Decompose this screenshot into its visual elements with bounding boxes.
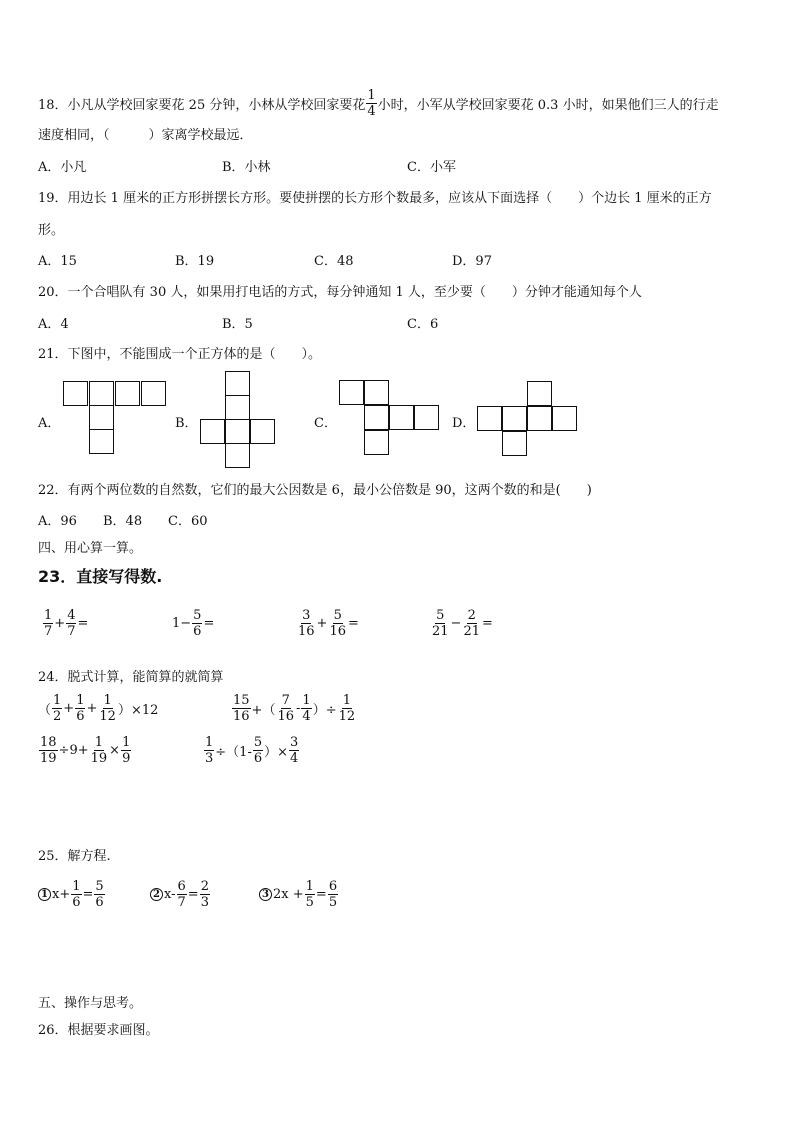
- q18-option-c[interactable]: C．小军: [407, 160, 456, 175]
- q18-option-a[interactable]: A．小凡: [38, 160, 87, 175]
- q20-option-c[interactable]: C．6: [407, 317, 439, 332]
- q18-text-part2: 小时，小军从学校回家要花 0.3 小时，如果他们三人的行走: [377, 98, 719, 113]
- q25-equation-1: 1 x+ $\frac{1}{6}$ = $\frac{5}{6}$: [38, 879, 106, 910]
- q18-number: 18．: [38, 98, 68, 113]
- q21-label-c[interactable]: C．: [314, 416, 337, 431]
- q22-line1: 22．有两个两位数的自然数，它们的最大公因数是 6，最小公倍数是 90，这两个数的和是( ): [38, 483, 592, 498]
- circled-number-3: 3: [259, 888, 272, 901]
- q19-option-d[interactable]: D．97: [452, 254, 492, 269]
- q19-line1: 19．用边长 1 厘米的正方形拼摆长方形。要使拼摆的长方形个数最多，应该从下面选择（ ）个边长 1 厘米的正方: [38, 191, 712, 206]
- q23-title: 23．直接写得数.: [38, 567, 163, 586]
- q20-option-b[interactable]: B．5: [222, 317, 253, 332]
- q26-line1: 26．根据要求画图。: [38, 1023, 159, 1038]
- q19-option-b[interactable]: B．19: [175, 254, 215, 269]
- q22-option-b[interactable]: B．48: [103, 514, 143, 529]
- q24-expr-3: $\frac{18}{19}$ ÷9+ $\frac{1}{19}$ × $\frac{1}{9}$: [40, 735, 131, 766]
- q25-title: 25．解方程.: [38, 849, 111, 864]
- circled-number-1: 1: [38, 888, 51, 901]
- q21-label-a[interactable]: A．: [38, 416, 61, 431]
- section-4-heading: 四、用心算一算。: [38, 541, 143, 556]
- q25-equation-2: 2 x- $\frac{6}{7}$ = $\frac{2}{3}$: [150, 879, 211, 910]
- q24-expr-1: （ $\frac{1}{2}$ + $\frac{1}{6}$ + $\frac{1}{12}$ ）×12: [38, 693, 159, 724]
- q24-expr-4: $\frac{1}{3}$ ÷（1- $\frac{5}{6}$ ）× $\frac{3}{4}$: [205, 735, 299, 766]
- circled-number-2: 2: [150, 888, 163, 901]
- q20-line1: 20．一个合唱队有 30 人，如果用打电话的方式，每分钟通知 1 人，至少要（ ）分钟才能通知每个人: [38, 285, 642, 300]
- q18-line1: [38, 88, 719, 119]
- q23-item-2: 1− $\frac{5}{6}$ =: [172, 608, 215, 639]
- q18-option-b[interactable]: B．小林: [222, 160, 271, 175]
- q22-option-c[interactable]: C．60: [168, 514, 208, 529]
- q19-option-a[interactable]: A．15: [38, 254, 77, 269]
- q18-text-part1: 小凡从学校回家要花 25 分钟，小林从学校回家要花: [67, 98, 366, 113]
- q18-fraction: $\frac{1}{4}$: [367, 88, 376, 119]
- q21-line1: 21．下图中，不能围成一个正方体的是（ ）。: [38, 347, 322, 362]
- q21-label-d[interactable]: D．: [452, 416, 476, 431]
- q19-option-c[interactable]: C．48: [314, 254, 354, 269]
- section-5-heading: 五、操作与思考。: [38, 996, 143, 1011]
- q24-title: 24．脱式计算，能简算的就简算: [38, 670, 224, 685]
- q22-option-a[interactable]: A．96: [38, 514, 77, 529]
- q23-item-3: $\frac{3}{16}$ + $\frac{5}{16}$ =: [298, 608, 359, 639]
- q19-line2: 形。: [38, 223, 65, 238]
- q25-equation-3: 3 2x + $\frac{1}{5}$ = $\frac{6}{5}$: [259, 879, 339, 910]
- q24-expr-2: $\frac{15}{16}$ +（ $\frac{7}{16}$ - $\frac{1}{4}$ ）÷ $\frac{1}{12}$: [233, 693, 356, 724]
- q23-item-4: $\frac{5}{21}$ − $\frac{2}{21}$ =: [432, 608, 493, 639]
- q20-option-a[interactable]: A．4: [38, 317, 69, 332]
- q18-line2: 速度相同，（ ）家离学校最远．: [38, 128, 253, 143]
- q23-item-1: $\frac{1}{7}$ + $\frac{4}{7}$ =: [44, 608, 89, 639]
- q21-label-b[interactable]: B．: [175, 416, 198, 431]
